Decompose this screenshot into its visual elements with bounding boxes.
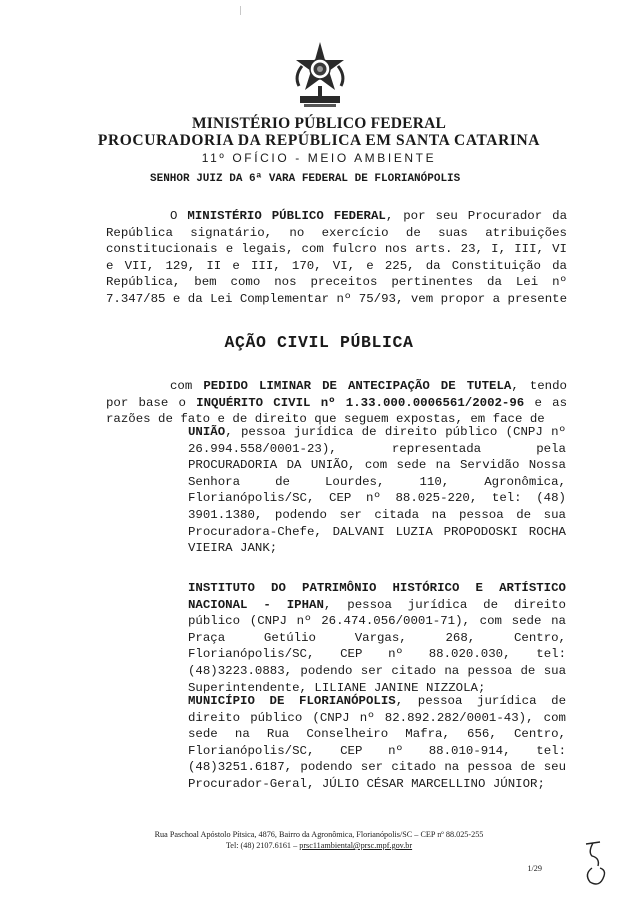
footer-tel: Tel: (48) 2107.6161 – (225, 841, 300, 850)
party-text: , pessoa jurídica de direito público (CNPJ nº 26.474.056/0001-71), com sede na Praça Getúlio Vargas, 268, Centro, Florianópolis/SC, CEP nº 88.020.030, tel: (48)3223.0883, podendo ser citado na pessoa de sua Superintendente, LILIANE JANINE NIZZOLA; (188, 597, 566, 695)
document-title: AÇÃO CIVIL PÚBLICA (224, 333, 414, 352)
footer-contact (0, 841, 638, 850)
addressee-line: SENHOR JUIZ DA 6ª VARA FEDERAL DE FLORIANÓPOLIS (150, 173, 461, 185)
pedido-pre: com (170, 379, 204, 393)
coat-of-arms-icon (290, 40, 350, 112)
header-ministry: MINISTÉRIO PÚBLICO FEDERAL (191, 115, 447, 132)
intro-pre: O (170, 209, 188, 223)
page-number: 1/29 (527, 864, 542, 873)
pedido-mid: , tendo por base o (106, 379, 567, 410)
party-uniao (188, 424, 566, 557)
party-name: INSTITUTO DO PATRIMÔNIO HISTÓRICO E ARTÍSTICO NACIONAL - IPHAN (188, 581, 566, 612)
party-municipio (188, 693, 566, 793)
handwritten-signature (578, 838, 614, 890)
pedido-post: e as razões de fato e de direito que seguem expostas, em face de (106, 395, 567, 427)
footer-email-link[interactable]: prsc11ambiental@prsc.mpf.gov.br (299, 841, 413, 850)
pedido-bold-1: PEDIDO LIMINAR DE ANTECIPAÇÃO DE TUTELA (203, 379, 512, 393)
header-office: 11º OFÍCIO - MEIO AMBIENTE (201, 151, 437, 165)
pedido-bold-2: INQUÉRITO CIVIL nº 1.33.000.0006561/2002-96 (196, 395, 525, 410)
party-name: UNIÃO (188, 425, 226, 439)
coat-of-arms-emblem (290, 40, 350, 112)
intro-post: , por seu Procurador da República signatário, no exercício de suas atribuições constitucionais e legais, com fulcro nos arts. 23, I, III, VI e VII, 129, II e III, 170, VI, e 225, da Constituição da República, bem como nos preceitos pertinentes da Lei nº 7.347/85 e da Lei Complementar nº 75/93, vem propor a presente (106, 209, 568, 306)
signature-icon (578, 838, 614, 890)
header-procuradoria: PROCURADORIA DA REPÚBLICA EM SANTA CATARINA (97, 132, 541, 149)
pedido-paragraph (106, 378, 567, 428)
scan-mark (240, 6, 241, 15)
intro-paragraph (106, 208, 567, 308)
party-iphan (188, 580, 566, 696)
footer-address: Rua Paschoal Apóstolo Pítsica, 4876, Bairro da Agronômica, Florianópolis/SC – CEP nº 88.025-255 (154, 830, 484, 839)
party-text: , pessoa jurídica de direito público (CNPJ nº 26.994.558/0001-23), representada pela PROCURADORIA DA UNIÃO, com sede na Servidão Nossa Senhora de Lourdes, 110, Agronômica, Florianópolis/SC, CEP nº 88.025-220, tel: (48) 3901.1380, podendo ser citada na pessoa de sua Procuradora-Chefe, DALVANI LUZIA PROPODOSKI ROCHA VIEIRA JANK; (188, 425, 566, 556)
intro-bold: MINISTÉRIO PÚBLICO FEDERAL (187, 209, 386, 223)
party-name: MUNICÍPIO DE FLORIANÓPOLIS (188, 694, 396, 708)
party-text: , pessoa jurídica de direito público (CNPJ nº 82.892.282/0001-43), com sede na Rua Conselheiro Mafra, 656, Centro, Florianópolis/SC, CEP nº 88.010-914, tel: (48)3251.6187, podendo ser citado na pessoa de seu Procurador-Geral, JÚLIO CÉSAR MARCELLINO JÚNIOR; (188, 694, 567, 791)
